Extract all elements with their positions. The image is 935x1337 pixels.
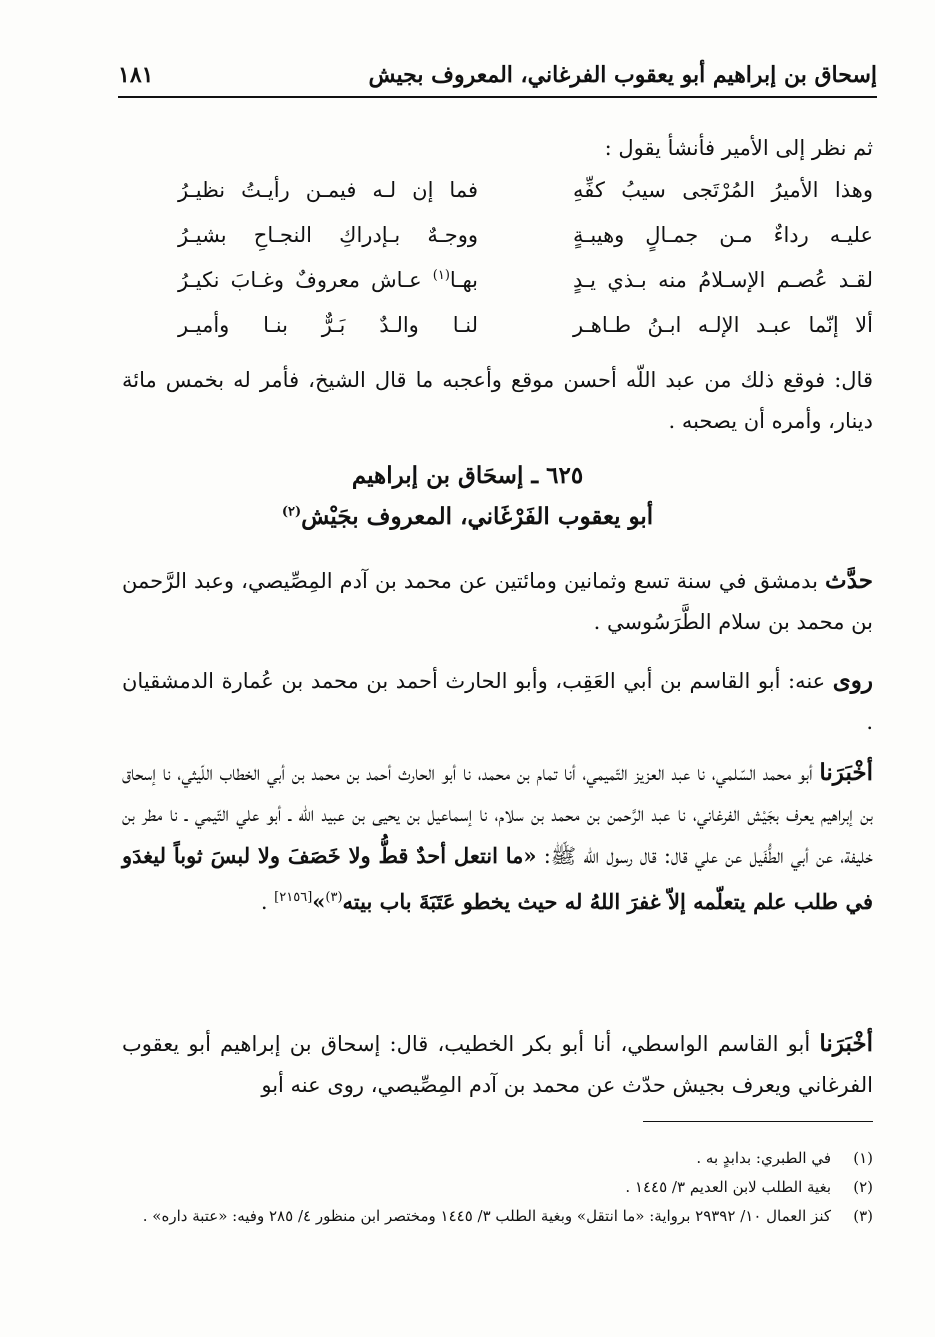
footnote-number: (١) [853, 1149, 873, 1167]
paragraph-lead: أخْبَرَنا [819, 759, 873, 786]
footnote-marker: (١) [432, 268, 450, 283]
paragraph-lead: حدَّث [825, 567, 873, 594]
verse-second-hemistich: ووجـهٌ بـإدراكِ النجـاحِ بشيـرُ [178, 223, 478, 247]
footnote-number: (٢) [853, 1178, 873, 1196]
poem-verse [122, 313, 873, 358]
footnote [122, 1173, 873, 1202]
hadith-close: » [312, 889, 326, 914]
paragraph-rawa [122, 660, 873, 743]
entry-title: ٦٢٥ ـ إسحَاق بن إبراهيم [351, 462, 584, 489]
verse-second-hemistich: فما إن لـه فيمـن رأيـتُ نظيـرُ [178, 178, 478, 202]
footnotes [122, 1144, 873, 1231]
verse-first-hemistich: لقـد عُصـم الإسـلامُ منه بـذي يـدٍ [573, 268, 873, 292]
paragraph-qaal: قال: فوقع ذلك من عبد اللّه أحسن موقع وأعجبه ما قال الشيخ، فأمر له بخمس مائة دينار، وأمره أن يصحبه . [122, 368, 873, 433]
hadith-text: «ما انتعل أحدٌ قطُّ ولا خَصَفَ ولا لبسَ ثوباً ليغدَو في طلب علم يتعلّمه إلاّ غفرَ اللهُ له حيث يخطو عَتَبَةَ باب بيته [122, 843, 873, 914]
verse-first-hemistich: ألا إنّما عبـد الإلـه ابـنُ طـاهـر [573, 313, 873, 337]
footnote-marker: (٢) [281, 504, 302, 520]
paragraph-hadath [122, 560, 873, 643]
footnote [122, 1202, 873, 1231]
poem [122, 178, 873, 358]
entry-subtitle [62, 503, 873, 530]
verse-text: عـاش معروفٌ وغـابَ نكيـرُ [178, 268, 433, 292]
entry-subtitle-text: أبو يعقوب الفَرْغَاني، المعروف بجَيْش [301, 503, 654, 530]
footnote-text: بغية الطلب لابن العديم ٣/ ١٤٤٥ . [625, 1178, 831, 1196]
verse-first-hemistich: عليـه رداءٌ مـن جمـالٍ وهيبـةٍ [573, 223, 873, 247]
reference-number: [٢١٥٦] [274, 890, 313, 905]
paragraph-akhbarana-1 [122, 752, 873, 923]
intro-line: ثم نظر إلى الأمير فأنشأ يقول : [604, 136, 873, 160]
paragraph-lead: أخْبَرَنا [819, 1030, 873, 1057]
paragraph-text: أبو محمد السّلمي، نا عبد العزيز التّميمي، أنا تمام بن محمد، نا أبو الحارث أحمد بن محمد بن أبي الخطاب اللّيثي، نا إسحاق بن إبراهيم يعرف بجَيْش الفرغاني، نا عبد الرَّحمن بن محمد بن سلام، نا إسماعيل بن يحيى بن عبيد اللّه ـ أبو علي التّيمي ـ نا مطر بن خليفة، عن أبي الطُّفَيل عن علي قال: قال رسول الله ﷺ: [122, 761, 873, 868]
verse-second-hemistich [178, 268, 478, 292]
footnote-text: كنز العمال ١٠/ ٢٩٣٩٢ برواية: «ما انتقل» وبغية الطلب ٣/ ١٤٤٥ ومختصر ابن منظور ٤/ ٢٨٥ وفيه: «عتبة داره» . [142, 1207, 831, 1225]
running-header [118, 58, 877, 98]
paragraph-text: أبو القاسم الواسطي، أنا أبو بكر الخطيب، قال: إسحاق بن إبراهيم أبو يعقوب الفرغاني ويعرف بجيش حدّث عن محمد بن آدم المِصِّيصي، روى عنه أبو [122, 1032, 873, 1097]
paragraph-akhbarana-2 [122, 1023, 873, 1106]
footnote-number: (٣) [853, 1207, 873, 1225]
paragraph-lead: روى [832, 667, 873, 694]
poem-verse [122, 223, 873, 268]
paragraph-text: عنه: أبو القاسم بن أبي العَقِب، وأبو الحارث أحمد بن محمد بن عُمارة الدمشقيان . [122, 669, 873, 734]
paragraph-end: . [260, 890, 275, 914]
page-number: ١٨١ [118, 62, 154, 88]
footnote-text: في الطبري: بدابدٍ به . [696, 1149, 831, 1167]
footnote-divider [643, 1121, 873, 1122]
verse-first-hemistich: وهذا الأميرُ المُرْتَجى سيبُ كفِّهِ [573, 178, 873, 202]
poem-verse [122, 178, 873, 223]
verse-second-hemistich: لنـا والـدٌ بَـرٌّ بنـا وأميـر [178, 313, 478, 337]
paragraph-text: بدمشق في سنة تسع وثمانين ومائتين عن محمد بن آدم المِصِّيصي، وعبد الرَّحمن بن محمد بن سلام الطَّرَسُوسي . [122, 569, 873, 634]
footnote [122, 1144, 873, 1173]
footnote-marker: (٣) [325, 890, 343, 905]
running-title: إسحاق بن إبراهيم أبو يعقوب الفرغاني، المعروف بجيش [368, 62, 877, 88]
verse-text: بهـا [449, 268, 478, 292]
poem-verse [122, 268, 873, 313]
